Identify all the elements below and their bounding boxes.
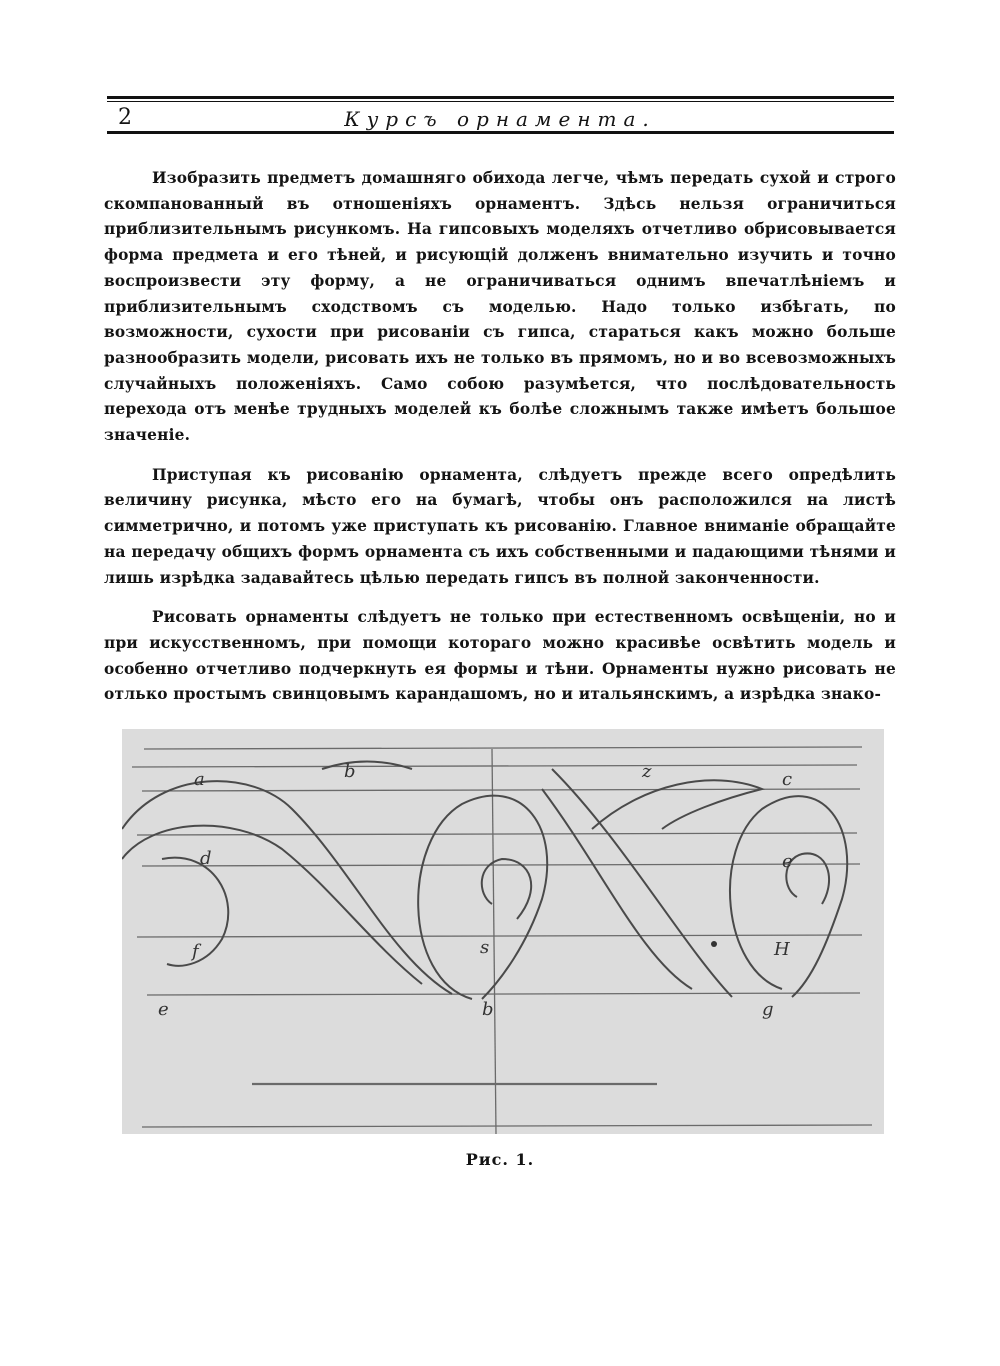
guide-line — [144, 747, 862, 749]
figure-label: e — [782, 851, 793, 872]
figure-label: b — [482, 999, 494, 1020]
figure-label: b — [344, 761, 356, 782]
page-number: 2 — [118, 105, 132, 130]
ornament-curve — [730, 796, 847, 997]
center-axis — [492, 749, 496, 1134]
ornament-curve — [122, 781, 452, 994]
guide-line — [147, 993, 860, 995]
figure-label: g — [762, 999, 774, 1020]
figure-caption: Рис. 1. — [465, 1150, 535, 1169]
figure-label: f — [192, 941, 199, 962]
body-text — [104, 166, 896, 722]
figure-label: z — [642, 761, 652, 782]
ornament-curve — [322, 762, 412, 770]
figure-point — [711, 941, 717, 947]
figure-label: a — [194, 769, 205, 790]
figure-label: d — [200, 848, 212, 869]
paragraph: Приступая къ рисованію орнамента, слѣдуетъ прежде всего опредѣлить величину рисунка, мѣсто его на бумагѣ, чтобы онъ расположился на листѣ симметрично, и потомъ уже приступать къ рисованію. Главное вниманіе обращайте на передачу общихъ формъ орнамента съ ихъ собственными и падающими тѣнями и лишь изрѣдка задавайтесь цѣлью передать гипсъ въ полной законченности. — [104, 465, 896, 587]
guide-line — [137, 935, 862, 937]
guide-line — [142, 1125, 872, 1127]
ornament-curve — [592, 780, 762, 829]
ornament-figure — [122, 729, 884, 1134]
ornament-curve — [786, 853, 829, 904]
figure-label: s — [480, 937, 490, 958]
ornament-curves — [122, 762, 847, 1000]
header-rule-thin — [107, 101, 894, 102]
paragraph: Изобразить предметъ домашняго обихода легче, чѣмъ передать сухой и строго скомпанованный въ отношеніяхъ орнаментъ. Здѣсь нельзя ограничиться приблизительнымъ рисункомъ. На гипсовыхъ моделяхъ отчетливо обрисовывается форма предмета и его тѣней, и рисующій долженъ внимательно изучить и точно воспроизвести эту форму, а не ограничиваться однимъ впечатлѣніемъ и приблизительнымъ сходствомъ съ моделью. Надо только избѣгать, по возможности, сухости при рисованіи съ гипса, стараться какъ можно больше разнообразить модели, рисовать ихъ не только въ прямомъ, но и во всевозможныхъ случайныхъ положеніяхъ. Само собою разумѣется, что послѣдовательность перехода отъ менѣе трудныхъ моделей къ болѣе сложнымъ также имѣетъ большое значеніе. — [104, 169, 896, 445]
guide-lines — [132, 747, 872, 1134]
ornament-curve — [418, 796, 547, 999]
ornament-drawing — [122, 729, 884, 1134]
figure-label: e — [158, 999, 169, 1020]
guide-line — [132, 765, 857, 767]
header-rule-bottom — [107, 131, 894, 134]
guide-line — [137, 833, 857, 835]
figure-label: H — [774, 939, 790, 960]
header-rule — [107, 96, 894, 99]
ornament-curve — [122, 826, 422, 984]
ornament-curve — [482, 859, 531, 919]
figure-labels — [158, 761, 793, 1020]
ornament-curve — [552, 769, 732, 997]
figure-label: c — [782, 769, 793, 790]
guide-line — [142, 864, 860, 866]
ornament-curve — [542, 789, 692, 989]
running-title: Курсъ орнамента. — [344, 107, 656, 131]
paragraph: Рисовать орнаменты слѣдуетъ не только при естественномъ освѣщеніи, но и при искусственномъ, при помощи котораго можно красивѣе освѣтить модель и особенно отчетливо подчеркнуть ея формы и тѣни. Орнаменты нужно рисовать не отлько простымъ свинцовымъ карандашомъ, но и итальянскимъ, а изрѣдка знако- — [104, 608, 896, 704]
